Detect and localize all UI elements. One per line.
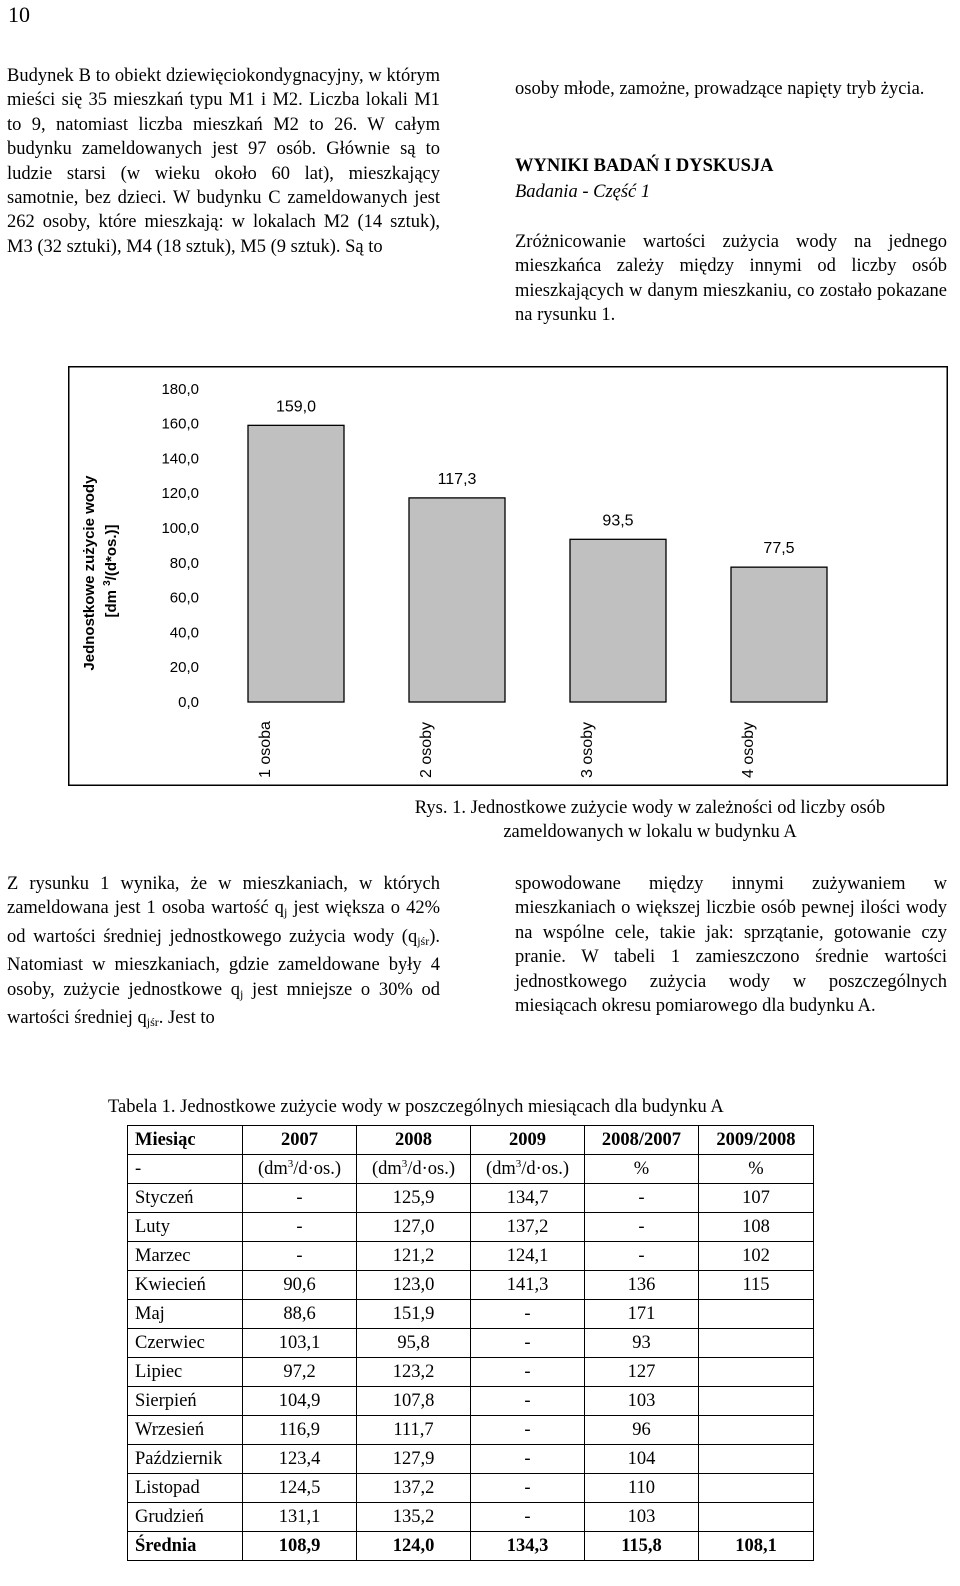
table-cell: 93: [585, 1329, 699, 1358]
table-cell: -: [471, 1358, 585, 1387]
bar-value-label: 117,3: [437, 470, 477, 488]
figure-caption: Rys. 1. Jednostkowe zużycie wody w zależności od liczby osób zameldowanych w lokalu w budynku A: [414, 798, 886, 842]
page-number: 10: [8, 2, 30, 27]
table-cell: 115: [699, 1271, 814, 1300]
category-label: 2 osoby: [418, 721, 435, 778]
table-cell: Listopad: [128, 1474, 243, 1503]
table-cell: 171: [585, 1300, 699, 1329]
table-cell: -: [585, 1213, 699, 1242]
header-month: Miesiąc: [128, 1126, 243, 1155]
table-cell: Luty: [128, 1213, 243, 1242]
table-cell: 136: [585, 1271, 699, 1300]
table-cell: Czerwiec: [128, 1329, 243, 1358]
table-row: [128, 1416, 814, 1445]
table-cell: [699, 1358, 814, 1387]
table-cell: 151,9: [357, 1300, 471, 1329]
water-usage-table: [127, 1125, 814, 1561]
table-cell: -: [471, 1474, 585, 1503]
table-cell: -: [243, 1184, 357, 1213]
y-tick-label: 80,0: [169, 554, 199, 572]
paragraph-table-intro: spowodowane między innymi zużywaniem w mieszkaniach o większej liczbie osób pewnej ilości wody na wspólne cele, takie jak: sprzątanie, gotowanie czy pranie. W tabeli 1 zamieszczono średnie wartości jednostkowego zużycia wody w poszczególnych miesiącach okresu pomiarowego dla budynku A.: [515, 874, 947, 1017]
table-cell: -: [471, 1329, 585, 1358]
y-tick-label: 20,0: [169, 659, 199, 677]
table-cell: 103: [585, 1387, 699, 1416]
table-cell: 102: [699, 1242, 814, 1271]
units-percent-1: %: [585, 1155, 699, 1184]
table-cell: 124,5: [243, 1474, 357, 1503]
table-cell: [699, 1387, 814, 1416]
table-title: Tabela 1. Jednostkowe zużycie wody w poszczególnych miesiącach dla budynku A: [108, 1097, 724, 1117]
table-cell: Sierpień: [128, 1387, 243, 1416]
table-row: [128, 1445, 814, 1474]
section-subheading: Badania - Część 1: [515, 182, 651, 202]
table-cell: 96: [585, 1416, 699, 1445]
table-cell: 121,2: [357, 1242, 471, 1271]
table-cell: [699, 1474, 814, 1503]
bar-chart: [68, 366, 948, 786]
table-cell: 90,6: [243, 1271, 357, 1300]
table-cell: 127,0: [357, 1213, 471, 1242]
table-cell: 137,2: [471, 1213, 585, 1242]
header-2008: 2008: [357, 1126, 471, 1155]
table-cell: Wrzesień: [128, 1416, 243, 1445]
bar-value-label: 77,5: [763, 540, 795, 558]
units-percent-2: %: [699, 1155, 814, 1184]
table-row: [128, 1358, 814, 1387]
table-cell: Średnia: [128, 1532, 243, 1561]
table-header-row: [128, 1126, 814, 1155]
paragraph-continuation: osoby młode, zamożne, prowadzące napięty tryb życia.: [515, 79, 925, 99]
units-2007: $(dm^3/d\cdot os.)$: [243, 1155, 357, 1184]
table-cell: [699, 1503, 814, 1532]
table-cell: 107: [699, 1184, 814, 1213]
table-cell: [699, 1300, 814, 1329]
table-cell: [699, 1416, 814, 1445]
table-cell: Maj: [128, 1300, 243, 1329]
table-cell: 103,1: [243, 1329, 357, 1358]
table-cell: 135,2: [357, 1503, 471, 1532]
table-cell: Październik: [128, 1445, 243, 1474]
table-row: [128, 1242, 814, 1271]
table-cell: -: [471, 1445, 585, 1474]
section-heading: WYNIKI BADAŃ I DYSKUSJA: [515, 156, 774, 176]
bar-value-label: 159,0: [275, 398, 317, 416]
table-cell: 134,7: [471, 1184, 585, 1213]
table-row: [128, 1503, 814, 1532]
y-tick-label: 160,0: [161, 415, 199, 433]
table-cell: 95,8: [357, 1329, 471, 1358]
units-2008: $(dm^3/d\cdot os.)$: [357, 1155, 471, 1184]
table-cell: 108: [699, 1213, 814, 1242]
bar: [409, 498, 505, 702]
table-cell: 131,1: [243, 1503, 357, 1532]
bar: [570, 539, 666, 702]
y-tick-label: 180,0: [161, 380, 199, 398]
table-cell: 111,7: [357, 1416, 471, 1445]
table-cell: 115,8: [585, 1532, 699, 1561]
table-cell: -: [471, 1387, 585, 1416]
table-cell: 137,2: [357, 1474, 471, 1503]
y-tick-label: 140,0: [161, 450, 199, 468]
table-row: [128, 1300, 814, 1329]
paragraph-figure-analysis: Z rysunku 1 wynika, że w mieszkaniach, w których zameldowana jest 1 osoba wartość $q_j$ jest większa o 42% od wartości średniej jednostkowego zużycia wody $(q_{jśr})$. Natomiast w mieszkaniach, gdzie zameldowane były 4 osoby, zużycie jednostkowe $q_j$ jest mniejsze o 30% od wartości średniej $q_{jśr}$. Jest to: [7, 874, 440, 1030]
table-cell: Marzec: [128, 1242, 243, 1271]
table-cell: 104,9: [243, 1387, 357, 1416]
table-row: [128, 1474, 814, 1503]
bar-value-label: 93,5: [602, 512, 634, 530]
table-cell: 125,9: [357, 1184, 471, 1213]
table-cell: 127: [585, 1358, 699, 1387]
table-cell: Grudzień: [128, 1503, 243, 1532]
y-tick-label: 100,0: [161, 520, 199, 537]
header-2009-2008: 2009/2008: [699, 1126, 814, 1155]
bar: [731, 567, 827, 702]
category-label: 4 osoby: [740, 721, 757, 778]
table-cell: -: [471, 1416, 585, 1445]
table-cell: 103: [585, 1503, 699, 1532]
table-cell: 123,0: [357, 1271, 471, 1300]
y-tick-label: 60,0: [169, 589, 199, 607]
paragraph-intro-figure: Zróżnicowanie wartości zużycia wody na jednego mieszkańca zależy między innymi od liczby osób mieszkających w danym mieszkaniu, co zostało pokazane na rysunku 1.: [515, 232, 947, 326]
table-cell: Lipiec: [128, 1358, 243, 1387]
table-cell: 127,9: [357, 1445, 471, 1474]
table-cell: 104: [585, 1445, 699, 1474]
y-axis-label: Jednostkowe zużycie wody [dm $^3$/(d*os.)]: [81, 475, 120, 671]
y-tick-label: 120,0: [161, 485, 199, 503]
y-tick-label: 40,0: [169, 624, 199, 642]
bar: [248, 425, 344, 702]
table-cell: 88,6: [243, 1300, 357, 1329]
table-cell: 134,3: [471, 1532, 585, 1561]
table-cell: [699, 1329, 814, 1358]
table-cell: 108,9: [243, 1532, 357, 1561]
table-cell: Kwiecień: [128, 1271, 243, 1300]
table-cell: 123,2: [357, 1358, 471, 1387]
table-cell: -: [243, 1213, 357, 1242]
table-cell: 110: [585, 1474, 699, 1503]
table-units-row: [128, 1155, 814, 1184]
table-cell: 141,3: [471, 1271, 585, 1300]
category-label: 1 osoba: [257, 721, 274, 778]
table-average-row: [128, 1532, 814, 1561]
table-cell: 124,0: [357, 1532, 471, 1561]
header-2008-2007: 2008/2007: [585, 1126, 699, 1155]
table-cell: 97,2: [243, 1358, 357, 1387]
units-2009: $(dm^3/d\cdot os.)$: [471, 1155, 585, 1184]
table-cell: 116,9: [243, 1416, 357, 1445]
table-cell: 123,4: [243, 1445, 357, 1474]
category-label: 3 osoby: [579, 721, 596, 778]
header-2007: 2007: [243, 1126, 357, 1155]
table-cell: -: [243, 1242, 357, 1271]
table-cell: [699, 1445, 814, 1474]
table-row: [128, 1329, 814, 1358]
table-cell: 108,1: [699, 1532, 814, 1561]
table-cell: 107,8: [357, 1387, 471, 1416]
table-cell: 124,1: [471, 1242, 585, 1271]
header-2009: 2009: [471, 1126, 585, 1155]
table-row: [128, 1271, 814, 1300]
table-row: [128, 1184, 814, 1213]
table-row: [128, 1213, 814, 1242]
units-dash: -: [128, 1155, 243, 1184]
table-cell: -: [471, 1300, 585, 1329]
table-cell: -: [585, 1242, 699, 1271]
paragraph-building-b-c: Budynek B to obiekt dziewięciokondygnacyjny, w którym mieści się 35 mieszkań typu M1 i M2. Liczba lokali M1 to 9, natomiast liczba mieszkań M2 to 26. W całym budynku zameldowanych jest 97 osób. Głównie są to ludzie starsi (w wieku około 60 lat), mieszkający samotnie, bez dzieci. W budynku C zameldowanych jest 262 osoby, które mieszkają: w lokalach M2 (14 sztuk), M3 (32 sztuki), M4 (18 sztuk), M5 (9 sztuk). Są to: [7, 66, 440, 257]
table-row: [128, 1387, 814, 1416]
y-tick-label: 0,0: [178, 694, 199, 711]
table-cell: Styczeń: [128, 1184, 243, 1213]
table-cell: -: [471, 1503, 585, 1532]
table-cell: -: [585, 1184, 699, 1213]
